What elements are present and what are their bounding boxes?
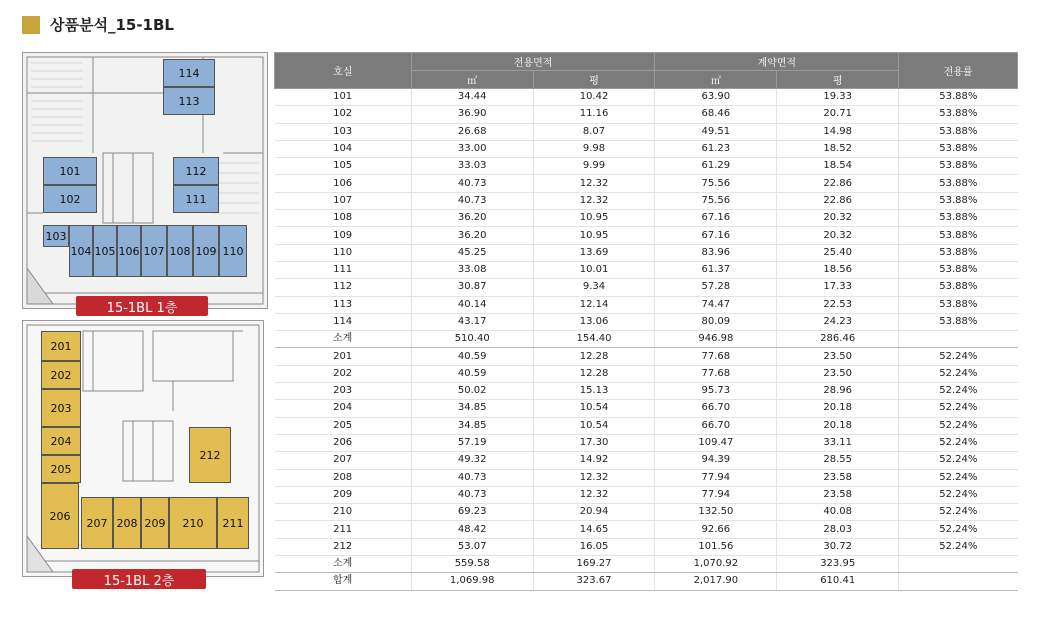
table-cell: 26.68 bbox=[411, 123, 533, 140]
table-row bbox=[275, 296, 1018, 313]
table-cell: 52.24% bbox=[899, 365, 1018, 382]
table-row bbox=[275, 140, 1018, 157]
table-cell: 12.14 bbox=[533, 296, 655, 313]
table-cell: 95.73 bbox=[655, 383, 777, 400]
unit-211: 211 bbox=[217, 497, 249, 549]
table-cell: 106 bbox=[275, 175, 412, 192]
table-cell: 510.40 bbox=[411, 331, 533, 348]
table-cell: 20.71 bbox=[777, 106, 899, 123]
table-cell: 소계 bbox=[275, 556, 412, 573]
table-cell: 10.95 bbox=[533, 210, 655, 227]
table-cell: 14.98 bbox=[777, 123, 899, 140]
table-row bbox=[275, 313, 1018, 330]
unit-105: 105 bbox=[93, 225, 117, 277]
table-cell: 34.85 bbox=[411, 400, 533, 417]
table-cell: 10.01 bbox=[533, 261, 655, 278]
table-cell: 323.95 bbox=[777, 556, 899, 573]
table-cell: 22.53 bbox=[777, 296, 899, 313]
table-cell: 23.58 bbox=[777, 469, 899, 486]
table-row bbox=[275, 486, 1018, 503]
table-row bbox=[275, 123, 1018, 140]
table-cell: 66.70 bbox=[655, 400, 777, 417]
table-cell: 10.54 bbox=[533, 417, 655, 434]
table-cell: 28.03 bbox=[777, 521, 899, 538]
table-cell: 13.69 bbox=[533, 244, 655, 261]
table-cell: 53.88% bbox=[899, 123, 1018, 140]
table-cell: 52.24% bbox=[899, 504, 1018, 521]
table-cell: 169.27 bbox=[533, 556, 655, 573]
table-cell: 13.06 bbox=[533, 313, 655, 330]
table-cell: 105 bbox=[275, 158, 412, 175]
unit-206: 206 bbox=[41, 483, 79, 549]
unit-209: 209 bbox=[141, 497, 169, 549]
table-cell: 40.08 bbox=[777, 504, 899, 521]
table-row bbox=[275, 434, 1018, 451]
table-cell: 9.99 bbox=[533, 158, 655, 175]
header-contract-area: 계약면적 bbox=[655, 53, 899, 71]
table-cell: 53.88% bbox=[899, 244, 1018, 261]
table-row bbox=[275, 158, 1018, 175]
table-row bbox=[275, 106, 1018, 123]
table-cell: 206 bbox=[275, 434, 412, 451]
table-cell: 18.54 bbox=[777, 158, 899, 175]
table-row bbox=[275, 556, 1018, 573]
table-cell: 52.24% bbox=[899, 383, 1018, 400]
table-row bbox=[275, 348, 1018, 365]
table-cell: 53.88% bbox=[899, 192, 1018, 209]
table-cell: 63.90 bbox=[655, 89, 777, 106]
table-cell: 12.28 bbox=[533, 365, 655, 382]
unit-107: 107 bbox=[141, 225, 167, 277]
table-cell: 30.87 bbox=[411, 279, 533, 296]
table-cell: 101.56 bbox=[655, 538, 777, 555]
table-cell: 20.18 bbox=[777, 400, 899, 417]
table-cell: 40.73 bbox=[411, 486, 533, 503]
table-row bbox=[275, 504, 1018, 521]
table-cell: 75.56 bbox=[655, 192, 777, 209]
table-cell: 286.46 bbox=[777, 331, 899, 348]
header-exclusive-pyeong: 평 bbox=[533, 71, 655, 89]
table-cell: 10.54 bbox=[533, 400, 655, 417]
table-cell: 9.98 bbox=[533, 140, 655, 157]
header-contract-sqm: ㎡ bbox=[655, 71, 777, 89]
table-cell: 12.32 bbox=[533, 486, 655, 503]
table-cell: 80.09 bbox=[655, 313, 777, 330]
table-cell bbox=[899, 331, 1018, 348]
table-cell: 52.24% bbox=[899, 434, 1018, 451]
table-cell: 52.24% bbox=[899, 486, 1018, 503]
table-cell: 57.19 bbox=[411, 434, 533, 451]
table-cell: 34.44 bbox=[411, 89, 533, 106]
table-cell: 33.08 bbox=[411, 261, 533, 278]
unit-101: 101 bbox=[43, 157, 97, 185]
header-exclusive-area: 전용면적 bbox=[411, 53, 655, 71]
unit-111: 111 bbox=[173, 185, 219, 213]
title-marker-icon bbox=[22, 16, 40, 34]
table-cell: 102 bbox=[275, 106, 412, 123]
table-cell: 109.47 bbox=[655, 434, 777, 451]
table-cell: 9.34 bbox=[533, 279, 655, 296]
table-cell: 61.23 bbox=[655, 140, 777, 157]
table-row bbox=[275, 210, 1018, 227]
table-cell: 75.56 bbox=[655, 175, 777, 192]
table-cell: 107 bbox=[275, 192, 412, 209]
table-cell: 109 bbox=[275, 227, 412, 244]
table-row bbox=[275, 521, 1018, 538]
table-cell: 203 bbox=[275, 383, 412, 400]
unit-204: 204 bbox=[41, 427, 81, 455]
header-exclusive-sqm: ㎡ bbox=[411, 71, 533, 89]
unit-112: 112 bbox=[173, 157, 219, 185]
table-cell: 8.07 bbox=[533, 123, 655, 140]
unit-102: 102 bbox=[43, 185, 97, 213]
unit-210: 210 bbox=[169, 497, 217, 549]
floor-plan-2 bbox=[22, 320, 264, 577]
table-row bbox=[275, 452, 1018, 469]
table-cell: 211 bbox=[275, 521, 412, 538]
unit-205: 205 bbox=[41, 455, 81, 483]
table-cell: 40.14 bbox=[411, 296, 533, 313]
table-cell: 1,070.92 bbox=[655, 556, 777, 573]
table-cell bbox=[899, 573, 1018, 590]
unit-110: 110 bbox=[219, 225, 247, 277]
table-cell: 12.32 bbox=[533, 175, 655, 192]
table-cell: 114 bbox=[275, 313, 412, 330]
table-cell: 92.66 bbox=[655, 521, 777, 538]
table-cell: 212 bbox=[275, 538, 412, 555]
table-cell: 28.55 bbox=[777, 452, 899, 469]
table-cell: 20.94 bbox=[533, 504, 655, 521]
table-cell: 53.88% bbox=[899, 296, 1018, 313]
table-cell: 67.16 bbox=[655, 227, 777, 244]
table-cell: 40.59 bbox=[411, 365, 533, 382]
table-cell: 53.88% bbox=[899, 313, 1018, 330]
table-cell: 52.24% bbox=[899, 521, 1018, 538]
table-cell: 2,017.90 bbox=[655, 573, 777, 590]
page-title: 상품분석_15-1BL bbox=[50, 16, 174, 34]
unit-104: 104 bbox=[69, 225, 93, 277]
table-cell: 53.88% bbox=[899, 227, 1018, 244]
table-cell: 52.24% bbox=[899, 538, 1018, 555]
table-cell: 53.88% bbox=[899, 89, 1018, 106]
table-row bbox=[275, 365, 1018, 382]
table-cell: 50.02 bbox=[411, 383, 533, 400]
table-cell: 19.33 bbox=[777, 89, 899, 106]
table-cell: 소계 bbox=[275, 331, 412, 348]
unit-113: 113 bbox=[163, 87, 215, 115]
unit-201: 201 bbox=[41, 331, 81, 361]
table-cell: 110 bbox=[275, 244, 412, 261]
table-row bbox=[275, 227, 1018, 244]
table-cell: 1,069.98 bbox=[411, 573, 533, 590]
table-row bbox=[275, 331, 1018, 348]
table-cell: 45.25 bbox=[411, 244, 533, 261]
table-cell: 77.68 bbox=[655, 365, 777, 382]
table-cell: 24.23 bbox=[777, 313, 899, 330]
table-cell: 18.52 bbox=[777, 140, 899, 157]
table-cell: 52.24% bbox=[899, 469, 1018, 486]
table-cell: 11.16 bbox=[533, 106, 655, 123]
unit-106: 106 bbox=[117, 225, 141, 277]
floor-label-2: 15-1BL 2층 bbox=[72, 569, 206, 589]
table-row bbox=[275, 383, 1018, 400]
unit-114: 114 bbox=[163, 59, 215, 87]
table-cell: 28.96 bbox=[777, 383, 899, 400]
table-cell: 23.58 bbox=[777, 486, 899, 503]
header-room: 호실 bbox=[275, 53, 412, 89]
table-body bbox=[275, 89, 1018, 591]
page-header bbox=[22, 14, 174, 35]
table-cell: 559.58 bbox=[411, 556, 533, 573]
table-cell: 108 bbox=[275, 210, 412, 227]
table-cell: 49.51 bbox=[655, 123, 777, 140]
table-cell: 112 bbox=[275, 279, 412, 296]
table-row bbox=[275, 244, 1018, 261]
unit-109: 109 bbox=[193, 225, 219, 277]
table-cell: 52.24% bbox=[899, 452, 1018, 469]
header-ratio: 전용률 bbox=[899, 53, 1018, 89]
table-cell: 74.47 bbox=[655, 296, 777, 313]
table-cell: 14.65 bbox=[533, 521, 655, 538]
table-cell: 53.88% bbox=[899, 279, 1018, 296]
table-cell: 49.32 bbox=[411, 452, 533, 469]
header-contract-pyeong: 평 bbox=[777, 71, 899, 89]
table-cell: 10.95 bbox=[533, 227, 655, 244]
table-cell: 17.30 bbox=[533, 434, 655, 451]
table-cell: 40.73 bbox=[411, 469, 533, 486]
table-cell: 53.88% bbox=[899, 106, 1018, 123]
table-row bbox=[275, 400, 1018, 417]
table-cell: 208 bbox=[275, 469, 412, 486]
table-row bbox=[275, 279, 1018, 296]
unit-108: 108 bbox=[167, 225, 193, 277]
table-row bbox=[275, 175, 1018, 192]
table-cell: 210 bbox=[275, 504, 412, 521]
table-cell: 12.32 bbox=[533, 192, 655, 209]
floor-plan-1 bbox=[22, 52, 268, 309]
table-cell: 323.67 bbox=[533, 573, 655, 590]
table-cell: 33.11 bbox=[777, 434, 899, 451]
table-cell: 20.32 bbox=[777, 210, 899, 227]
table-cell: 12.28 bbox=[533, 348, 655, 365]
table-row bbox=[275, 89, 1018, 106]
table-cell: 17.33 bbox=[777, 279, 899, 296]
unit-212: 212 bbox=[189, 427, 231, 483]
table-cell: 154.40 bbox=[533, 331, 655, 348]
table-cell: 53.88% bbox=[899, 210, 1018, 227]
table-cell: 104 bbox=[275, 140, 412, 157]
table-cell: 113 bbox=[275, 296, 412, 313]
table-cell: 33.00 bbox=[411, 140, 533, 157]
table-cell: 40.59 bbox=[411, 348, 533, 365]
table-cell: 40.73 bbox=[411, 175, 533, 192]
table-cell: 132.50 bbox=[655, 504, 777, 521]
table-cell: 14.92 bbox=[533, 452, 655, 469]
unit-203: 203 bbox=[41, 389, 81, 427]
table-cell: 207 bbox=[275, 452, 412, 469]
table-cell: 205 bbox=[275, 417, 412, 434]
table-cell: 36.90 bbox=[411, 106, 533, 123]
table-cell: 12.32 bbox=[533, 469, 655, 486]
table-cell: 77.94 bbox=[655, 486, 777, 503]
table-cell: 53.07 bbox=[411, 538, 533, 555]
table-cell: 36.20 bbox=[411, 227, 533, 244]
table-cell: 52.24% bbox=[899, 400, 1018, 417]
floor-label-1: 15-1BL 1층 bbox=[76, 296, 208, 316]
table-row bbox=[275, 469, 1018, 486]
table-cell: 52.24% bbox=[899, 417, 1018, 434]
table-cell: 61.37 bbox=[655, 261, 777, 278]
table-cell: 53.88% bbox=[899, 175, 1018, 192]
table-cell: 20.18 bbox=[777, 417, 899, 434]
table-cell: 201 bbox=[275, 348, 412, 365]
table-cell: 61.29 bbox=[655, 158, 777, 175]
table-row bbox=[275, 261, 1018, 278]
table-cell: 합계 bbox=[275, 573, 412, 590]
table-cell: 48.42 bbox=[411, 521, 533, 538]
table-row bbox=[275, 538, 1018, 555]
table-cell: 53.88% bbox=[899, 158, 1018, 175]
table-row bbox=[275, 192, 1018, 209]
table-cell: 16.05 bbox=[533, 538, 655, 555]
table-cell: 53.88% bbox=[899, 140, 1018, 157]
table-cell: 111 bbox=[275, 261, 412, 278]
table-cell: 202 bbox=[275, 365, 412, 382]
table-cell: 22.86 bbox=[777, 175, 899, 192]
table-cell: 36.20 bbox=[411, 210, 533, 227]
table-cell: 77.68 bbox=[655, 348, 777, 365]
table-row bbox=[275, 573, 1018, 590]
table-cell: 20.32 bbox=[777, 227, 899, 244]
table-cell: 23.50 bbox=[777, 365, 899, 382]
table-cell: 94.39 bbox=[655, 452, 777, 469]
table-cell: 101 bbox=[275, 89, 412, 106]
table-cell: 25.40 bbox=[777, 244, 899, 261]
table-cell: 204 bbox=[275, 400, 412, 417]
table-cell: 53.88% bbox=[899, 261, 1018, 278]
table-cell: 22.86 bbox=[777, 192, 899, 209]
table-cell: 103 bbox=[275, 123, 412, 140]
table-cell: 69.23 bbox=[411, 504, 533, 521]
unit-208: 208 bbox=[113, 497, 141, 549]
unit-103: 103 bbox=[43, 225, 69, 247]
table-cell: 83.96 bbox=[655, 244, 777, 261]
table-cell: 40.73 bbox=[411, 192, 533, 209]
table-cell: 52.24% bbox=[899, 348, 1018, 365]
table-cell: 30.72 bbox=[777, 538, 899, 555]
table-cell: 57.28 bbox=[655, 279, 777, 296]
table-cell: 209 bbox=[275, 486, 412, 503]
table-cell: 946.98 bbox=[655, 331, 777, 348]
area-table bbox=[274, 52, 1018, 591]
table-cell: 33.03 bbox=[411, 158, 533, 175]
table-cell: 34.85 bbox=[411, 417, 533, 434]
table-cell: 18.56 bbox=[777, 261, 899, 278]
table-cell: 610.41 bbox=[777, 573, 899, 590]
table-cell: 23.50 bbox=[777, 348, 899, 365]
table-cell: 67.16 bbox=[655, 210, 777, 227]
table-cell: 68.46 bbox=[655, 106, 777, 123]
table-cell bbox=[899, 556, 1018, 573]
table-cell: 43.17 bbox=[411, 313, 533, 330]
unit-207: 207 bbox=[81, 497, 113, 549]
table-cell: 77.94 bbox=[655, 469, 777, 486]
unit-202: 202 bbox=[41, 361, 81, 389]
table-cell: 66.70 bbox=[655, 417, 777, 434]
table-cell: 10.42 bbox=[533, 89, 655, 106]
table-row bbox=[275, 417, 1018, 434]
table-cell: 15.13 bbox=[533, 383, 655, 400]
